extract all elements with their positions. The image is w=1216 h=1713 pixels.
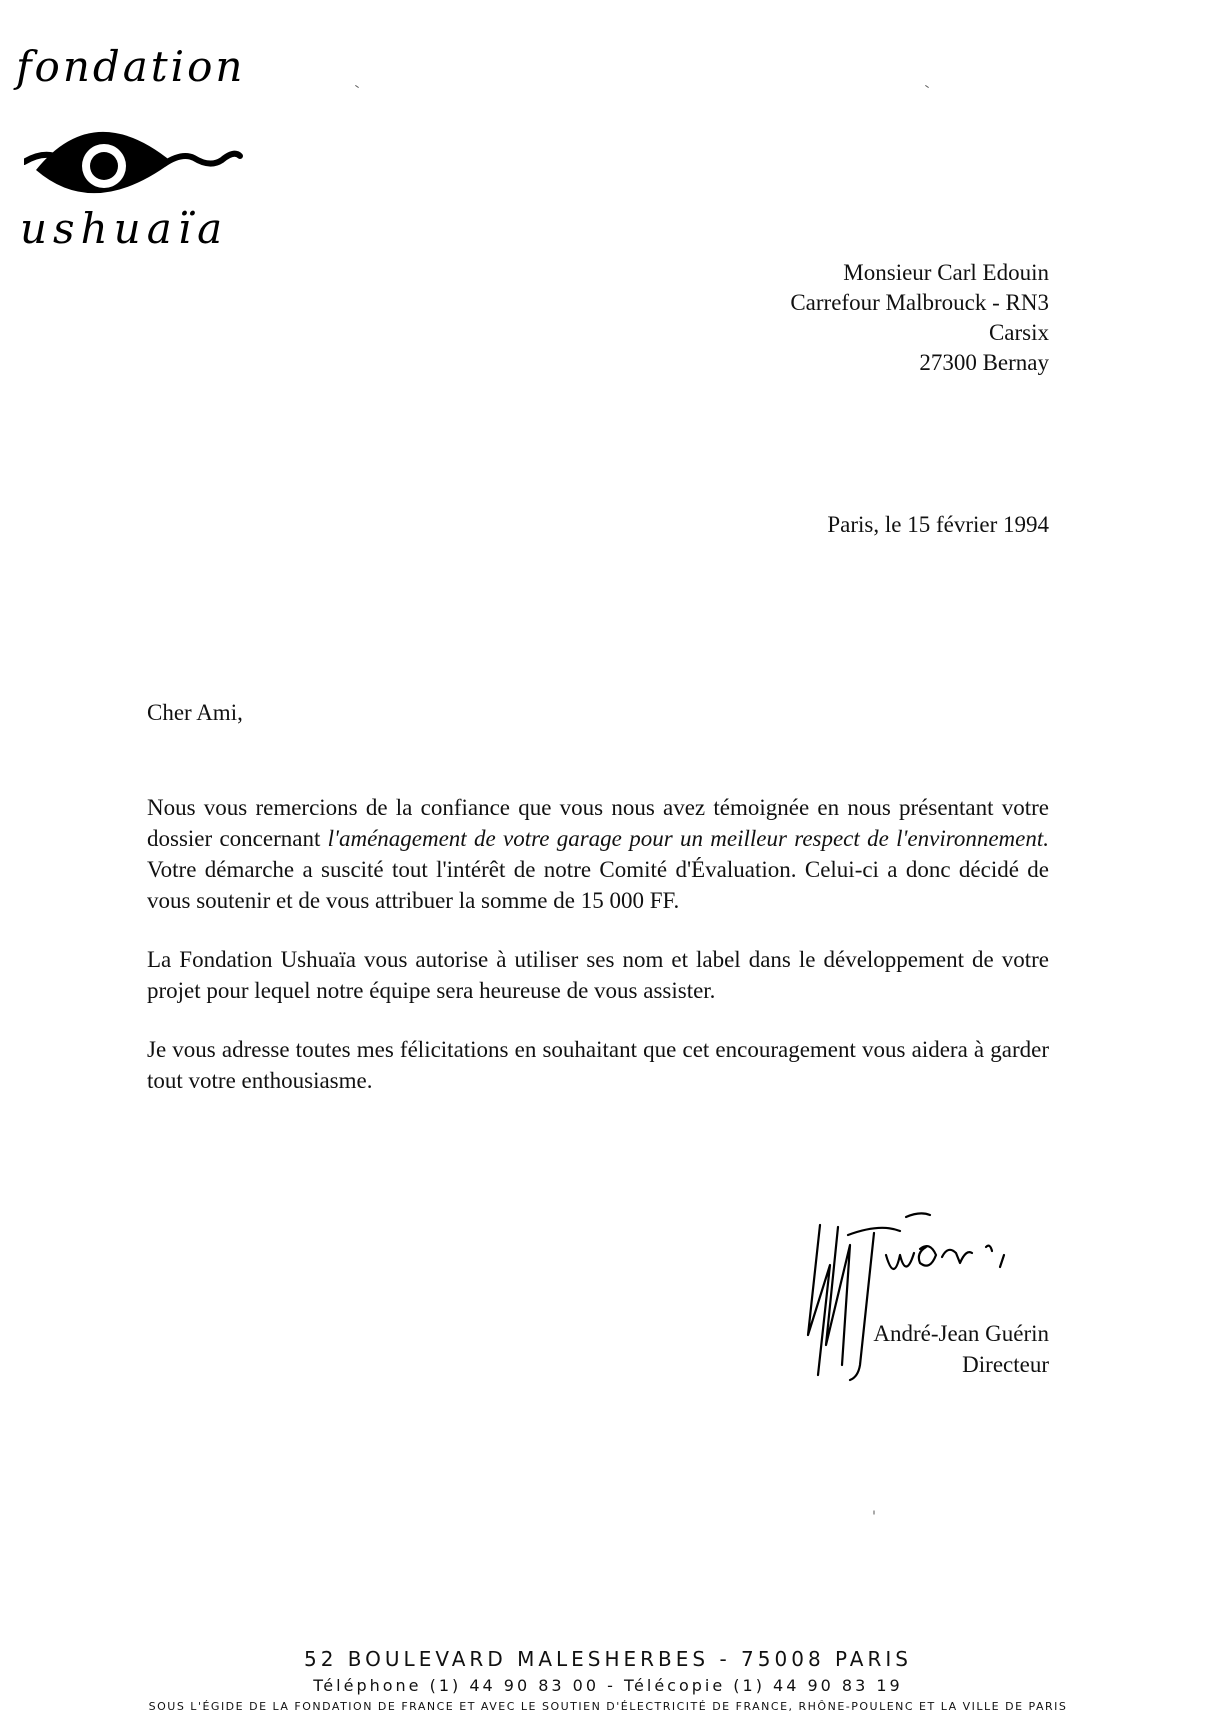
body-paragraph-1 <box>147 792 1049 916</box>
recipient-line: Carrefour Malbrouck - RN3 <box>790 290 1049 315</box>
letter-body <box>147 792 1049 1124</box>
footer-patronage: SOUS L'ÉGIDE DE LA FONDATION DE FRANCE ET AVEC LE SOUTIEN D'ÉLECTRICITÉ DE FRANCE, RHÔNE-POULENC ET LA VILLE DE PARIS <box>148 1700 1068 1713</box>
foundation-logo <box>10 36 246 256</box>
signer-title: Directeur <box>962 1352 1049 1377</box>
scan-speck <box>874 1511 875 1515</box>
recipient-line: 27300 Bernay <box>919 350 1049 375</box>
footer-phone: Téléphone (1) 44 90 83 00 - Télécopie (1) 44 90 83 19 <box>313 1676 903 1695</box>
signer-name: André-Jean Guérin <box>873 1321 1049 1346</box>
salutation: Cher Ami, <box>147 700 243 725</box>
scan-speck <box>925 85 929 88</box>
body-paragraph-2: La Fondation Ushuaïa vous autorise à utiliser ses nom et label dans le développement de votre projet pour lequel notre équipe sera heureuse de vous assister. <box>147 947 1049 1003</box>
project-title-emphasis: l'aménagement de votre garage pour un meilleur respect de l'environnement. <box>327 826 1049 851</box>
logo-word-bottom: ushuaïa <box>20 204 229 253</box>
footer-address: 52 BOULEVARD MALESHERBES - 75008 PARIS <box>304 1647 912 1671</box>
signer-block <box>873 1318 1049 1380</box>
scan-speck <box>355 85 359 88</box>
recipient-line: Carsix <box>988 320 1049 345</box>
recipient-address <box>790 258 1049 378</box>
paragraph-text: Nous vous remercions de la confiance que vous nous avez témoignée en nous présentant votre dossier concernant <box>147 795 1049 851</box>
letter-date: Paris, le 15 février 1994 <box>827 512 1049 537</box>
paragraph-text: Votre démarche a suscité tout l'intérêt de notre Comité d'Évaluation. Celui-ci a donc décidé de vous soutenir et de vous attribuer la somme de 15 000 FF. <box>147 857 1049 913</box>
recipient-line: Monsieur Carl Edouin <box>843 260 1049 285</box>
logo-word-top: fondation <box>16 42 246 91</box>
eye-logo-icon <box>24 102 244 212</box>
body-paragraph-3: Je vous adresse toutes mes félicitations en souhaitant que cet encouragement vous aidera à garder tout votre enthousiasme. <box>147 1037 1049 1093</box>
